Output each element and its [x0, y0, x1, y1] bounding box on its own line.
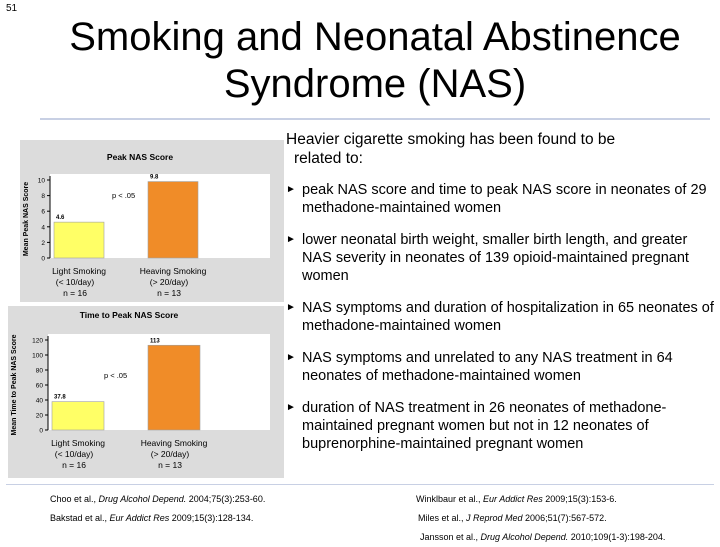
x-category-label: Light Smoking: [52, 266, 106, 276]
y-tick-label: 10: [37, 177, 45, 185]
reference-details: 2010;109(1-3):198-204.: [568, 532, 666, 542]
bullet-item: [286, 399, 716, 453]
bullet-item: [286, 231, 716, 285]
bullet-list: [286, 130, 716, 467]
references-left: [50, 490, 265, 528]
references-right: [412, 490, 665, 547]
reference-details: 2004;75(3):253-60.: [186, 494, 266, 504]
reference-details: 2009;15(3):128-134.: [169, 513, 254, 523]
y-tick-label: 40: [35, 397, 43, 405]
intro-line-1: Heavier cigarette smoking has been found to be: [286, 131, 616, 148]
time-to-peak-chart-svg: [8, 306, 284, 478]
peak-nas-chart: [20, 140, 284, 302]
x-category-label: (> 20/day): [149, 277, 189, 287]
x-category-label: n = 13: [158, 460, 182, 470]
x-category-label: n = 13: [157, 288, 181, 298]
bar-value-label: 113: [150, 338, 160, 345]
footer-divider: [6, 484, 714, 485]
x-category-label: (< 10/day): [55, 277, 95, 287]
x-category-label: Heaving Smoking: [139, 266, 207, 276]
bullet-item: [286, 349, 716, 385]
chart-title: Peak NAS Score: [106, 152, 174, 162]
bullet-arrow-icon: ►: [286, 352, 296, 363]
bar-value-label: 9.8: [150, 174, 159, 181]
bullet-arrow-icon: ►: [286, 234, 296, 245]
bullet-text: NAS symptoms and unrelated to any NAS treatment in 64 neonates of methadone-maintained women: [302, 350, 673, 384]
bullet-item: [286, 181, 716, 217]
time-to-peak-chart: [8, 306, 284, 478]
y-tick-label: 0: [41, 255, 45, 263]
reference-details: 2009;15(3):153-6.: [542, 494, 617, 504]
bar-value-label: 4.6: [56, 215, 65, 222]
peak-nas-chart-svg: [20, 140, 284, 302]
reference-journal: Drug Alcohol Depend.: [480, 532, 569, 542]
bullet-arrow-icon: ►: [286, 184, 296, 195]
y-tick-label: 4: [41, 224, 45, 232]
reference-details: 2006;51(7):567-572.: [522, 513, 607, 523]
reference-item: [412, 528, 665, 547]
y-tick-label: 80: [35, 367, 43, 375]
bullet-item: [286, 299, 716, 335]
intro-line-2: related to:: [294, 150, 363, 167]
bullet-arrow-icon: ►: [286, 402, 296, 413]
reference-authors: Choo et al.,: [50, 494, 99, 504]
y-tick-label: 100: [32, 352, 43, 360]
x-category-label: (> 20/day): [150, 449, 190, 459]
title-line-2: Syndrome (NAS): [223, 62, 527, 106]
reference-authors: Winklbaur et al.,: [416, 494, 484, 504]
reference-journal: Drug Alcohol Depend.: [98, 494, 187, 504]
reference-journal: Eur Addict Res: [483, 494, 543, 504]
x-category-label: Heaving Smoking: [140, 438, 208, 448]
y-tick-label: 8: [41, 193, 45, 201]
bar: [54, 222, 104, 258]
bar: [148, 182, 198, 258]
y-tick-label: 60: [35, 382, 43, 390]
y-axis-label: Mean Time to Peak NAS Score: [11, 334, 18, 436]
bar-value-label: 37.8: [54, 394, 66, 401]
title-divider: [40, 118, 710, 120]
reference-item: [50, 509, 265, 528]
bullet-text: duration of NAS treatment in 26 neonates of methadone-maintained pregnant women but not in 12 neonates of buprenorphine-maintained pregnant women: [302, 400, 667, 452]
bar: [148, 345, 200, 430]
reference-item: [412, 509, 665, 528]
y-tick-label: 2: [41, 239, 45, 247]
reference-authors: Bakstad et al.,: [50, 513, 110, 523]
significance-annotation: p < .05: [112, 191, 136, 200]
bullet-arrow-icon: ►: [286, 302, 296, 313]
reference-authors: Jansson et al.,: [420, 532, 481, 542]
y-tick-label: 20: [35, 412, 43, 420]
bullet-text: NAS symptoms and duration of hospitalization in 65 neonates of methadone-maintained women: [302, 300, 714, 334]
x-category-label: Light Smoking: [51, 438, 105, 448]
slide-number: 51: [6, 3, 18, 14]
reference-item: [50, 490, 265, 509]
bullet-text: peak NAS score and time to peak NAS score in neonates of 29 methadone-maintained women: [302, 182, 707, 216]
chart-title: Time to Peak NAS Score: [79, 310, 179, 320]
x-category-label: (< 10/day): [54, 449, 94, 459]
reference-journal: Eur Addict Res: [109, 513, 170, 523]
y-axis-label: Mean Peak NAS Score: [23, 181, 30, 257]
slide-title: [40, 14, 710, 108]
reference-item: [412, 490, 665, 509]
y-tick-label: 6: [41, 208, 45, 216]
y-tick-label: 0: [39, 427, 43, 435]
y-tick-label: 120: [32, 337, 43, 345]
significance-annotation: p < .05: [104, 371, 128, 380]
x-category-label: n = 16: [62, 460, 86, 470]
bar: [52, 402, 104, 430]
bullet-text: lower neonatal birth weight, smaller birth length, and greater NAS severity in neonates of 139 opioid-maintained pregnant women: [302, 232, 689, 284]
intro-text: [286, 130, 716, 168]
x-category-label: n = 16: [63, 288, 87, 298]
reference-authors: Miles et al.,: [418, 513, 467, 523]
reference-journal: J Reprod Med: [466, 513, 523, 523]
title-line-1: Smoking and Neonatal Abstinence: [69, 15, 681, 59]
